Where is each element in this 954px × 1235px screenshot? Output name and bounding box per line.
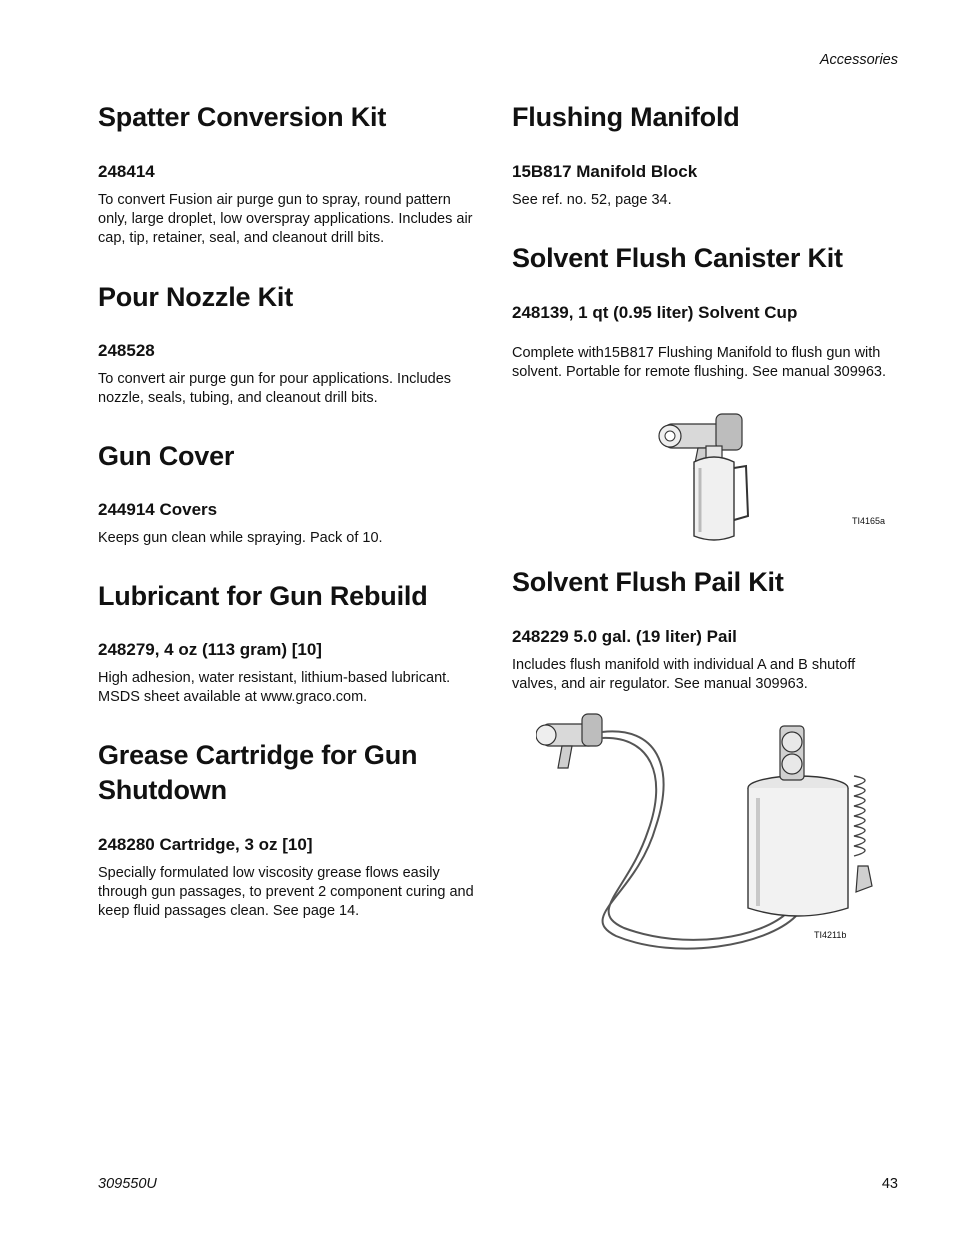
part-number: 248229 5.0 gal. (19 liter) Pail: [512, 627, 737, 646]
part-number: 248414: [98, 162, 155, 181]
part-number: 244914 Covers: [98, 500, 218, 519]
section-title: Solvent Flush Canister Kit: [512, 243, 843, 273]
section-description: High adhesion, water resistant, lithium-based lubricant. MSDS sheet available at www.graco.com.: [98, 670, 451, 705]
section-solvent-flush-pail-kit: [512, 565, 896, 694]
section-spatter-conversion-kit: [98, 100, 482, 248]
running-header: Accessories: [819, 52, 898, 68]
section-flushing-manifold: [512, 100, 896, 210]
page-number: 43: [881, 1176, 898, 1192]
part-number: 15B817 Manifold Block: [512, 162, 698, 181]
section-title: Gun Cover: [98, 441, 235, 471]
section-title: Solvent Flush Pail Kit: [512, 567, 784, 597]
section-title: Spatter Conversion Kit: [98, 102, 387, 132]
solvent-canister-figure: [658, 406, 888, 542]
figure-label: TI4211b: [814, 930, 847, 940]
section-description: See ref. no. 52, page 34.: [512, 192, 672, 208]
section-grease-cartridge: [98, 738, 482, 921]
section-title: Flushing Manifold: [512, 102, 740, 132]
section-title: Lubricant for Gun Rebuild: [98, 581, 428, 611]
solvent-pail-figure: [536, 706, 886, 956]
section-title: Grease Cartridge for Gun Shutdown: [98, 740, 418, 805]
section-description: Keeps gun clean while spraying. Pack of 10.: [98, 530, 383, 546]
part-number: 248279, 4 oz (113 gram) [10]: [98, 640, 322, 659]
section-description: To convert Fusion air purge gun to spray, round pattern only, large droplet, low overspray applications. Includes air cap, tip, retainer, seal, and cleanout drill bits.: [98, 192, 473, 246]
section-description: Complete with15B817 Flushing Manifold to flush gun with solvent. Portable for remote flushing. See manual 309963.: [512, 345, 887, 380]
section-lubricant: [98, 579, 482, 707]
section-description: Specially formulated low viscosity grease flows easily through gun passages, to prevent 2 component curing and keep fluid passages clean. See page 14.: [98, 865, 474, 919]
part-number: 248280 Cartridge, 3 oz [10]: [98, 835, 313, 854]
section-description: Includes flush manifold with individual A and B shutoff valves, and air regulator. See manual 309963.: [512, 657, 856, 692]
part-number: 248139, 1 qt (0.95 liter) Solvent Cup: [512, 303, 798, 322]
document-number: 309550U: [98, 1176, 157, 1192]
section-title: Pour Nozzle Kit: [98, 282, 294, 312]
flush-pail-illustration: [536, 706, 886, 956]
part-number: 248528: [98, 341, 155, 360]
section-gun-cover: [98, 439, 482, 548]
figure-label: TI4165a: [852, 516, 886, 526]
section-description: To convert air purge gun for pour applications. Includes nozzle, seals, tubing, and cleanout drill bits.: [98, 371, 452, 406]
section-solvent-flush-canister-kit: [512, 241, 896, 382]
section-pour-nozzle-kit: [98, 280, 482, 408]
